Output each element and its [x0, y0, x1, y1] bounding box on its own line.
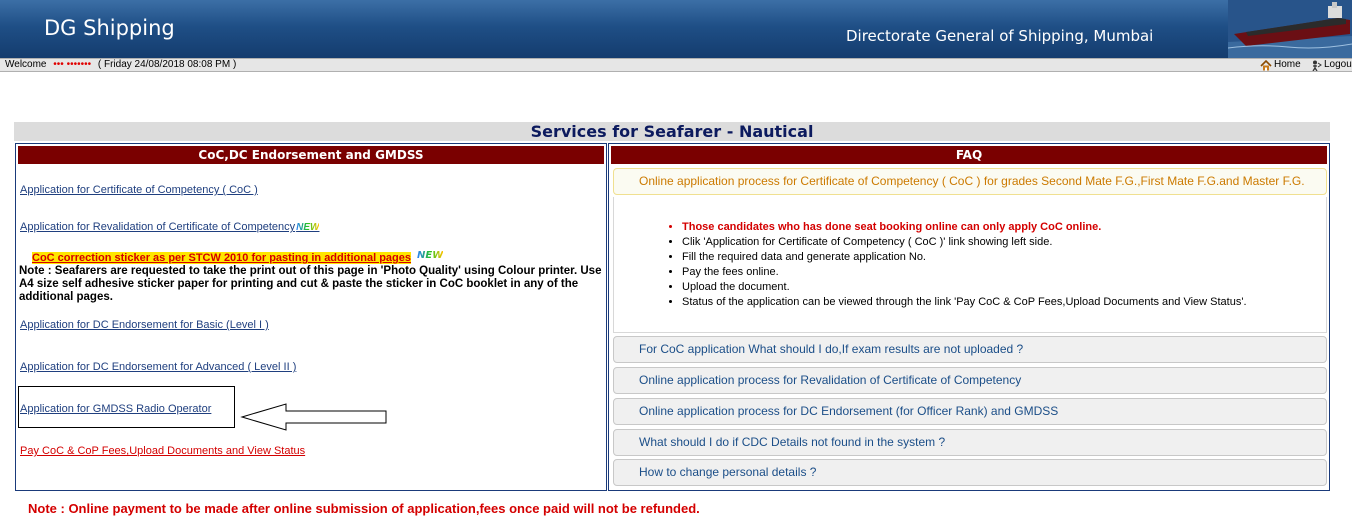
coc-services-panel [15, 143, 607, 491]
dc-basic-label: Application for DC Endorsement for Basic (Level I ) [20, 319, 269, 331]
faq-item-label: Online application process for Revalidation of Certificate of Competency [639, 373, 1022, 387]
pay-fees-link[interactable] [20, 445, 305, 457]
welcome-label: Welcome [5, 59, 47, 70]
services-title: Services for Seafarer - Nautical [14, 122, 1330, 141]
dc-basic-link[interactable] [20, 319, 269, 331]
coc-sticker-link[interactable] [32, 252, 411, 264]
faq-point: • Clik 'Application for Certificate of Competency ( CoC )' link showing left side. [682, 235, 1247, 250]
faq-item-label: For CoC application What should I do,If exam results are not uploaded ? [639, 342, 1024, 356]
faq-answer-list [682, 220, 1247, 310]
coc-application-link[interactable] [20, 184, 258, 196]
faq-item-label: How to change personal details ? [639, 465, 817, 479]
revalidation-link[interactable] [20, 221, 319, 233]
welcome-text [5, 59, 236, 71]
logout-link[interactable] [1310, 59, 1352, 71]
home-link[interactable] [1260, 59, 1301, 71]
faq-point: • Pay the fees online. [682, 265, 1247, 280]
faq-item-active[interactable] [613, 168, 1327, 195]
department-title: Directorate General of Shipping, Mumbai [846, 27, 1154, 45]
faq-point: • Status of the application can be viewed through the link 'Pay CoC & CoP Fees,Upload Documents and View Status'. [682, 295, 1247, 310]
sticker-new-badge: NEW [417, 250, 444, 261]
brand-title: DG Shipping [44, 16, 175, 40]
faq-panel [608, 143, 1330, 491]
pay-fees-label: Pay CoC & CoP Fees,Upload Documents and View Status [20, 445, 306, 457]
faq-item-cdc-details[interactable] [613, 429, 1327, 456]
faq-point: • Fill the required data and generate application No. [682, 250, 1247, 265]
payment-note: Note : Online payment to be made after online submission of application,fees once paid will not be refunded. [28, 501, 700, 516]
new-badge: NEW [296, 222, 320, 233]
faq-point: • Those candidates who has done seat booking online can only apply CoC online. [682, 220, 1247, 235]
home-label: Home [1274, 59, 1301, 70]
faq-heading: FAQ [611, 146, 1327, 164]
welcome-bar [0, 58, 1352, 72]
faq-point: • Upload the document. [682, 280, 1247, 295]
faq-answer [613, 197, 1327, 333]
faq-item-exam-results[interactable] [613, 336, 1327, 363]
header-banner [0, 0, 1352, 58]
faq-item-dc-endorsement[interactable] [613, 398, 1327, 425]
session-datetime: ( Friday 24/08/2018 08:08 PM ) [97, 59, 237, 70]
gmdss-label: Application for GMDSS Radio Operator [20, 403, 212, 415]
coc-sticker-label: CoC correction sticker as per STCW 2010 for pasting in additional pages [32, 252, 411, 264]
faq-item-label: Online application process for DC Endorsement (for Officer Rank) and GMDSS [639, 404, 1059, 418]
home-icon [1260, 60, 1272, 71]
revalidation-label: Application for Revalidation of Certificate of Competency [20, 221, 296, 233]
gmdss-link[interactable] [20, 403, 211, 415]
faq-item-active-label: Online application process for Certificate of Competency ( CoC ) for grades Second Mate F.G.,First Mate F.G.and Master F.G. [639, 174, 1305, 188]
coc-application-label: Application for Certificate of Competency ( CoC ) [20, 184, 258, 196]
dc-advanced-label: Application for DC Endorsement for Advanced ( Level II ) [20, 361, 297, 373]
faq-item-personal-details[interactable] [613, 459, 1327, 486]
user-name: ••• ••••••• [53, 59, 92, 70]
coc-panel-heading: CoC,DC Endorsement and GMDSS [18, 146, 604, 164]
print-note: Note : Seafarers are requested to take the print out of this page in 'Photo Quality' using Colour printer. Use A4 size self adhesive sticker paper for printing and cut & paste the sticker in CoC booklet in any of the additional pages. [19, 265, 602, 303]
faq-item-revalidation[interactable] [613, 367, 1327, 394]
logout-label: Logou [1324, 59, 1352, 70]
faq-item-label: What should I do if CDC Details not found in the system ? [639, 435, 946, 449]
arrow-left-icon [240, 402, 390, 432]
logout-icon [1310, 60, 1322, 71]
ship-illustration [1228, 0, 1352, 58]
dc-advanced-link[interactable] [20, 361, 296, 373]
